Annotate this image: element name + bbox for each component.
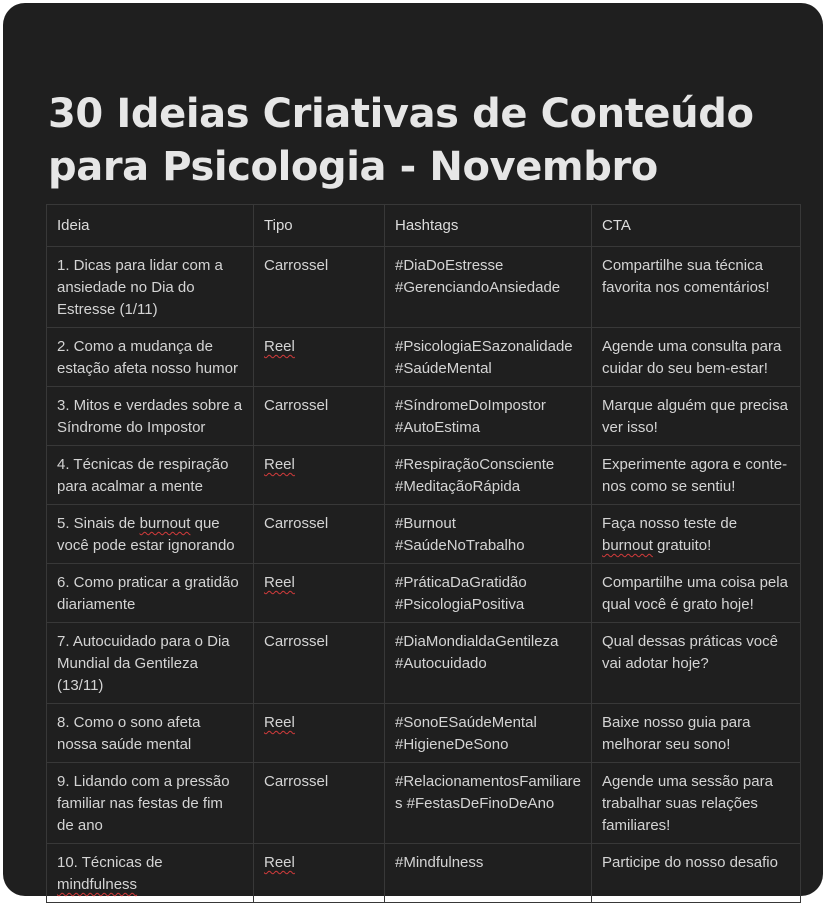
hashtag: #PráticaDaGratidão bbox=[395, 574, 527, 591]
cell-tipo[interactable]: Carrossel bbox=[254, 505, 385, 564]
cell-cta[interactable]: Marque alguém que precisa ver isso! bbox=[592, 387, 801, 446]
cell-ideia[interactable]: 6. Como praticar a gratidão diariamente bbox=[47, 564, 254, 623]
table-row bbox=[47, 704, 801, 763]
table-header-row bbox=[47, 205, 801, 247]
hashtag: #HigieneDeSono bbox=[395, 736, 509, 753]
cell-hashtags[interactable] bbox=[385, 446, 592, 505]
hashtag: #SíndromeDoImpostor bbox=[395, 397, 546, 414]
cell-tipo[interactable] bbox=[254, 328, 385, 387]
hashtag: #PsicologiaESazonalidade bbox=[395, 338, 573, 355]
cell-tipo[interactable] bbox=[254, 446, 385, 505]
cell-cta[interactable]: Qual dessas práticas você vai adotar hoje? bbox=[592, 623, 801, 704]
cell-ideia[interactable]: 9. Lidando com a pressão familiar nas festas de fim de ano bbox=[47, 763, 254, 844]
table-row bbox=[47, 328, 801, 387]
header-cta: CTA bbox=[592, 205, 801, 247]
text-part: que você pode estar ignorando bbox=[57, 515, 235, 554]
hashtag: #RespiraçãoConsciente bbox=[395, 456, 555, 473]
cell-cta[interactable]: Participe do nosso desafio bbox=[592, 844, 801, 903]
cell-ideia[interactable]: 2. Como a mudança de estação afeta nosso humor bbox=[47, 328, 254, 387]
hashtag: #SonoESaúdeMental bbox=[395, 714, 537, 731]
hashtag: #GerenciandoAnsiedade bbox=[395, 279, 561, 296]
cell-tipo[interactable] bbox=[254, 844, 385, 903]
table-row bbox=[47, 505, 801, 564]
tipo-label: Reel bbox=[264, 714, 295, 731]
cell-hashtags[interactable] bbox=[385, 844, 592, 903]
cell-hashtags[interactable] bbox=[385, 763, 592, 844]
misspelled-word: burnout bbox=[139, 515, 191, 532]
cell-ideia[interactable]: 4. Técnicas de respiração para acalmar a mente bbox=[47, 446, 254, 505]
cell-tipo[interactable] bbox=[254, 704, 385, 763]
table-row bbox=[47, 387, 801, 446]
tipo-label: Reel bbox=[264, 854, 295, 871]
cell-hashtags[interactable] bbox=[385, 328, 592, 387]
cell-hashtags[interactable] bbox=[385, 387, 592, 446]
tipo-label: Reel bbox=[264, 456, 295, 473]
hashtag: #DiaMondialdaGentileza bbox=[395, 633, 559, 650]
tipo-label: Reel bbox=[264, 338, 295, 355]
header-hashtags: Hashtags bbox=[385, 205, 592, 247]
table-row bbox=[47, 623, 801, 704]
hashtag: #FestasDeFinoDeAno bbox=[406, 795, 555, 812]
tipo-label: Reel bbox=[264, 574, 295, 591]
cell-hashtags[interactable] bbox=[385, 564, 592, 623]
text-part: 5. Sinais de bbox=[57, 515, 140, 532]
cell-ideia[interactable]: 3. Mitos e verdades sobre a Síndrome do Impostor bbox=[47, 387, 254, 446]
hashtag: #Burnout bbox=[395, 515, 456, 532]
text-part: Faça nosso teste de bbox=[602, 515, 738, 532]
hashtag: #SaúdeMental bbox=[395, 360, 492, 377]
cell-ideia[interactable] bbox=[47, 844, 254, 903]
cell-cta[interactable]: Agende uma sessão para trabalhar suas relações familiares! bbox=[592, 763, 801, 844]
hashtag: #MeditaçãoRápida bbox=[395, 478, 521, 495]
table-row bbox=[47, 564, 801, 623]
cell-tipo[interactable]: Carrossel bbox=[254, 763, 385, 844]
page-title: 30 Ideias Criativas de Conteúdo para Psicologia - Novembro bbox=[48, 91, 754, 190]
cell-cta[interactable]: Baixe nosso guia para melhorar seu sono! bbox=[592, 704, 801, 763]
table-row bbox=[47, 844, 801, 903]
app-window bbox=[3, 3, 823, 896]
cell-tipo[interactable]: Carrossel bbox=[254, 247, 385, 328]
cell-hashtags[interactable] bbox=[385, 505, 592, 564]
cell-cta[interactable]: Compartilhe uma coisa pela qual você é grato hoje! bbox=[592, 564, 801, 623]
hashtag: #Autocuidado bbox=[395, 655, 487, 672]
hashtag: #DiaDoEstresse bbox=[395, 257, 504, 274]
text-part: gratuito! bbox=[652, 537, 712, 554]
cell-hashtags[interactable] bbox=[385, 704, 592, 763]
cell-ideia[interactable]: 8. Como o sono afeta nossa saúde mental bbox=[47, 704, 254, 763]
cell-cta[interactable]: Compartilhe sua técnica favorita nos comentários! bbox=[592, 247, 801, 328]
cell-tipo[interactable]: Carrossel bbox=[254, 623, 385, 704]
table-row bbox=[47, 446, 801, 505]
cell-ideia[interactable] bbox=[47, 505, 254, 564]
content-table-container bbox=[46, 204, 802, 893]
misspelled-word: burnout bbox=[602, 537, 653, 554]
hashtag: #PsicologiaPositiva bbox=[395, 596, 525, 613]
misspelled-word: mindfulness bbox=[57, 876, 138, 893]
text-part: 10. Técnicas de bbox=[57, 854, 163, 871]
header-tipo: Tipo bbox=[254, 205, 385, 247]
cell-cta[interactable]: Agende uma consulta para cuidar do seu bem-estar! bbox=[592, 328, 801, 387]
cell-ideia[interactable]: 7. Autocuidado para o Dia Mundial da Gentileza (13/11) bbox=[47, 623, 254, 704]
cell-hashtags[interactable] bbox=[385, 247, 592, 328]
cell-hashtags[interactable] bbox=[385, 623, 592, 704]
hashtag: #SaúdeNoTrabalho bbox=[395, 537, 525, 554]
hashtag: #AutoEstima bbox=[395, 419, 481, 436]
header-ideia: Ideia bbox=[47, 205, 254, 247]
table-row bbox=[47, 763, 801, 844]
cell-ideia[interactable]: 1. Dicas para lidar com a ansiedade no Dia do Estresse (1/11) bbox=[47, 247, 254, 328]
cell-tipo[interactable]: Carrossel bbox=[254, 387, 385, 446]
cell-cta[interactable]: Experimente agora e conte-nos como se sentiu! bbox=[592, 446, 801, 505]
cell-tipo[interactable] bbox=[254, 564, 385, 623]
content-ideas-table bbox=[46, 204, 801, 903]
table-row bbox=[47, 247, 801, 328]
cell-cta[interactable] bbox=[592, 505, 801, 564]
hashtag: #RelacionamentosFamiliares bbox=[395, 773, 581, 812]
hashtag: #Mindfulness bbox=[395, 854, 484, 871]
